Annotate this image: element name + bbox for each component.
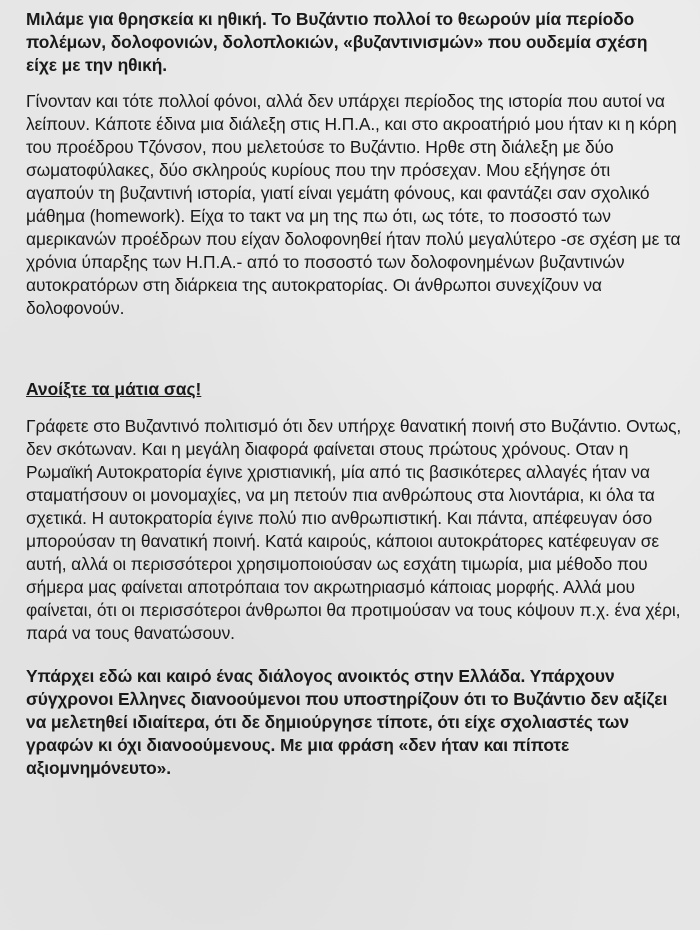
body-paragraph-2: Γράφετε στο Βυζαντινό πολιτισμό ότι δεν υπήρχε θανατική ποινή στο Βυζάντιο. Οντως, δεν σκότωναν. Και η μεγάλη διαφορά φαίνεται στους πρώτους χρόνους. Οταν η Ρωμαϊκή Αυτοκρατορία έγινε χριστιανική, μία από τις βασικότερες αλλαγές ήταν να σταματήσουν οι μονομαχίες, να μη πετούν πια ανθρώπους στα λιοντάρια, κι όλα τα σχετικά. Η αυτοκρατορία έγινε πολύ πιο ανθρωπιστική. Και πάντα, απέφευγαν όσο μπορούσαν τη θανατική ποινή. Κατά καιρούς, κάποιοι αυτοκράτορες κατέφευγαν σε αυτή, αλλά οι περισσότεροι χρησιμοποιούσαν ως εσχάτη τιμωρία, μια μέθοδο που σήμερα μας φαίνεται αποτρόπαια τον ακρωτηριασμό κάποιας μορφής. Αλλά μου φαίνεται, ότι οι περισσότεροι άνθρωποι θα προτιμούσαν να τους κόψουν π.χ. ένα χέρι, παρά να τους θανατώσουν. [26,416,682,643]
closing-paragraph: Υπάρχει εδώ και καιρό ένας διάλογος ανοικτός στην Ελλάδα. Υπάρχουν σύγχρονοι Ελληνες διανοούμενοι που υποστηρίζουν ότι το Βυζάντιο δεν αξίζει να μελετηθεί ιδιαίτερα, ότι δε δημιούργησε τίποτε, ότι είχε σχολιαστές των γραφών κι όχι διανοούμενους. Με μια φράση «δεν ήταν και πίποτε αξιομνημόνευτο». [26,666,668,778]
intro-paragraph: Μιλάμε για θρησκεία κι ηθική. Το Βυζάντιο πολλοί το θεωρούν μία περίοδο πολέμων, δολοφονιών, δολοπλοκιών, «βυζαντινισμών» που ουδεμία σχέση είχε με την ηθική. [26,9,648,75]
body-paragraph-1: Γίνονταν και τότε πολλοί φόνοι, αλλά δεν υπάρχει περίοδος της ιστορία που αυτοί να λείπουν. Κάποτε έδινα μια διάλεξη στις Η.Π.Α., και στο ακροατήριό μου ήταν κι η κόρη του προέδρου Τζόνσον, που μελετούσε το Βυζάντιο. Ηρθε στη διάλεξη με δύο σωματοφύλακες, δύο σκληρούς κυρίους που την πρόσεχαν. Μου εξήγησε ότι αγαπούν τη βυζαντινή ιστορία, γιατί είναι γεμάτη φόνους, και φαντάζει σαν σχολικό μάθημα (homework). Είχα το τακτ να μη της πω ότι, ως τότε, το ποσοστό των αμερικανών προέδρων που είχαν δολοφονηθεί ήταν πολύ μεγαλύτερο -σε σχέση με τα χρόνια ύπαρξης των Η.Π.Α.- από το ποσοστό των δολοφονημένων βυζαντινών αυτοκρατόρων στη διάρκεια της αυτοκρατορίας. Οι άνθρωποι συνεχίζουν να δολοφονούν. [26,91,681,318]
section-heading: Ανοίξτε τα μάτια σας! [26,379,202,399]
